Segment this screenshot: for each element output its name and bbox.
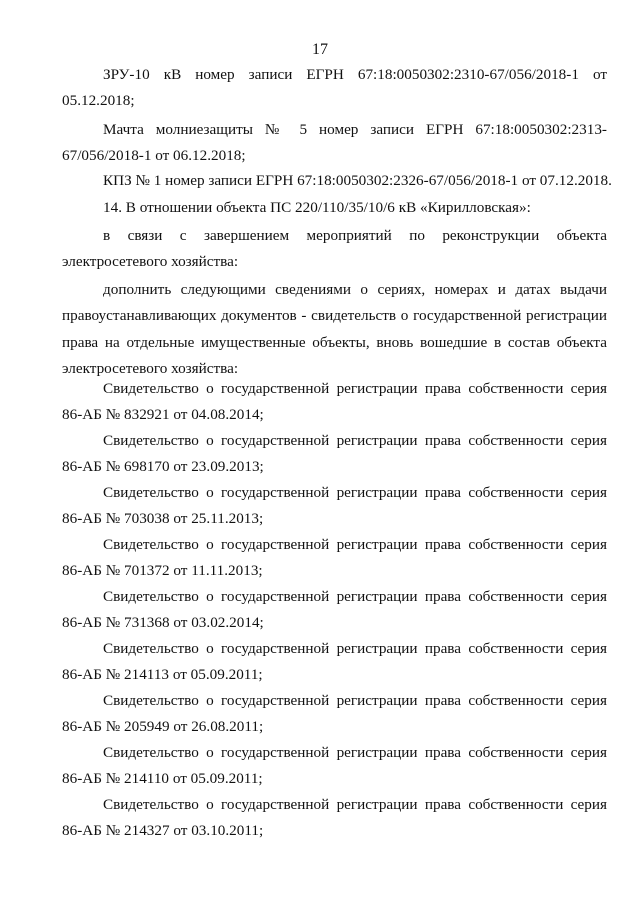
mast-line-1: Мачта молниезащиты № 5 номер записи ЕГРН 67:18:0050302:2313-	[103, 121, 607, 138]
zru-line-1: ЗРУ-10 кВ номер записи ЕГРН 67:18:0050302:2310-67/056/2018-1 от	[103, 66, 607, 83]
certificate-5-line-1: Свидетельство о государственной регистрации права собственности серия	[103, 588, 607, 605]
kpz-line-1: КПЗ № 1 номер записи ЕГРН 67:18:0050302:2326-67/056/2018-1 от 07.12.2018.	[103, 172, 612, 189]
certificate-8-line-1: Свидетельство о государственной регистрации права собственности серия	[103, 744, 607, 761]
certificate-5-line-2: 86-АБ № 731368 от 03.02.2014;	[62, 614, 264, 631]
certificate-4-line-2: 86-АБ № 701372 от 11.11.2013;	[62, 562, 263, 579]
certificate-2-line-1: Свидетельство о государственной регистрации права собственности серия	[103, 432, 607, 449]
certificate-7-line-2: 86-АБ № 205949 от 26.08.2011;	[62, 718, 264, 735]
certificate-1-line-1: Свидетельство о государственной регистрации права собственности серия	[103, 380, 607, 397]
supplement-line-1: дополнить следующими сведениями о сериях, номерах и датах выдачи	[103, 281, 607, 298]
certificate-6-line-2: 86-АБ № 214113 от 05.09.2011;	[62, 666, 263, 683]
context-line-2: электросетевого хозяйства:	[62, 253, 239, 270]
item-14-heading: 14. В отношении объекта ПС 220/110/35/10/6 кВ «Кирилловская»:	[103, 199, 531, 216]
certificate-8-line-2: 86-АБ № 214110 от 05.09.2011;	[62, 770, 263, 787]
certificate-9-line-2: 86-АБ № 214327 от 03.10.2011;	[62, 822, 264, 839]
supplement-line-2: правоустанавливающих документов - свидетельств о государственной регистрации	[62, 307, 607, 324]
page-number: 17	[312, 41, 328, 58]
zru-line-2: 05.12.2018;	[62, 92, 135, 109]
certificate-4-line-1: Свидетельство о государственной регистрации права собственности серия	[103, 536, 607, 553]
certificate-3-line-2: 86-АБ № 703038 от 25.11.2013;	[62, 510, 264, 527]
mast-line-2: 67/056/2018-1 от 06.12.2018;	[62, 147, 246, 164]
certificate-6-line-1: Свидетельство о государственной регистрации права собственности серия	[103, 640, 607, 657]
supplement-line-4: электросетевого хозяйства:	[62, 360, 239, 377]
certificate-9-line-1: Свидетельство о государственной регистрации права собственности серия	[103, 796, 607, 813]
certificate-2-line-2: 86-АБ № 698170 от 23.09.2013;	[62, 458, 264, 475]
certificate-1-line-2: 86-АБ № 832921 от 04.08.2014;	[62, 406, 264, 423]
certificate-7-line-1: Свидетельство о государственной регистрации права собственности серия	[103, 692, 607, 709]
certificate-3-line-1: Свидетельство о государственной регистрации права собственности серия	[103, 484, 607, 501]
supplement-line-3: права на отдельные имущественные объекты, вновь вошедшие в состав объекта	[62, 334, 607, 351]
context-line-1: в связи с завершением мероприятий по реконструкции объекта	[103, 227, 607, 244]
